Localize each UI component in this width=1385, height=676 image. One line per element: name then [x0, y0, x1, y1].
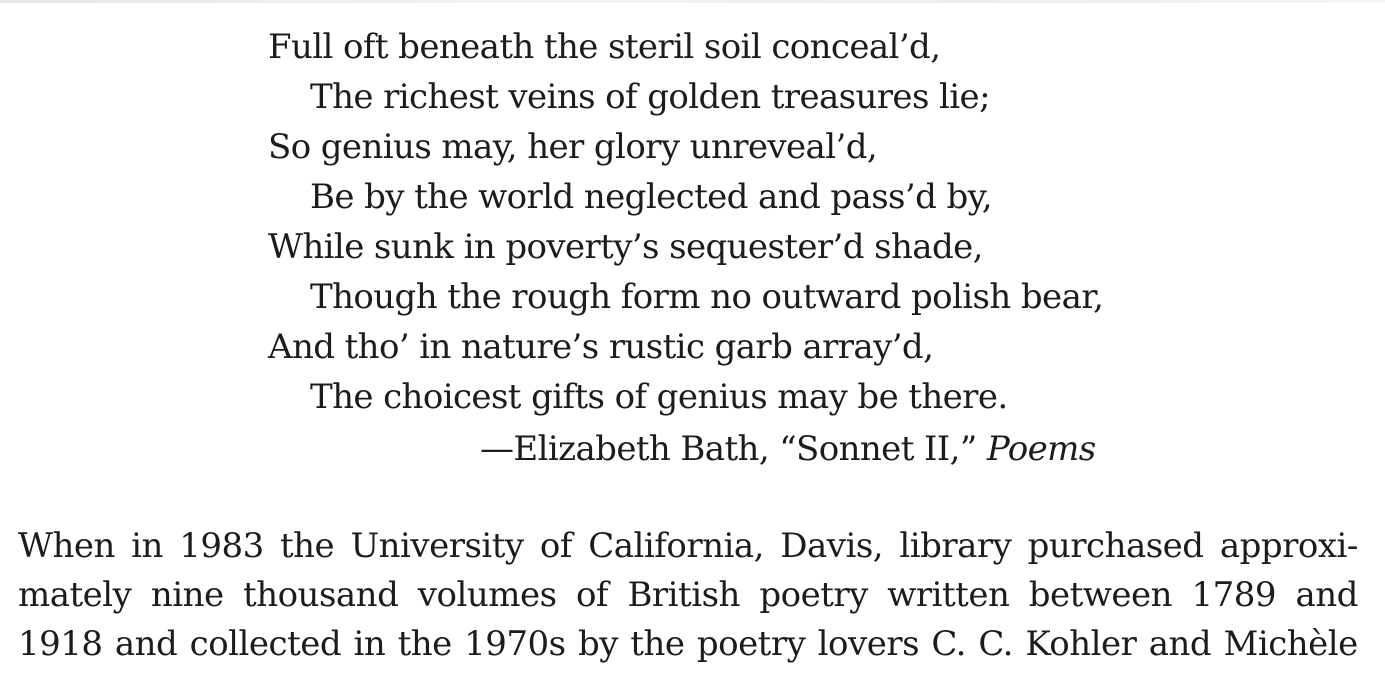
- body-word: lovers: [817, 624, 920, 664]
- body-word: thousand: [243, 575, 399, 615]
- body-word: Michèle: [1223, 624, 1358, 664]
- attribution-author-title: —Elizabeth Bath, “Sonnet II,”: [480, 429, 987, 469]
- body-word: Kohler: [1025, 624, 1137, 664]
- body-line-1: [18, 522, 1358, 571]
- body-word: between: [1028, 575, 1173, 615]
- body-word: the: [279, 526, 335, 566]
- poem-line-8: The choicest gifts of genius may be there.: [310, 377, 1008, 417]
- poem-line-1: Full oft beneath the steril soil conceal’d,: [268, 27, 941, 67]
- body-word: and: [114, 624, 178, 664]
- body-word: of: [539, 526, 572, 566]
- body-word: library: [899, 526, 1012, 566]
- body-word: of: [575, 575, 609, 615]
- body-word: 1970s: [464, 624, 566, 664]
- body-word: 1983: [179, 526, 264, 566]
- poem-line-3: So genius may, her glory unreveal’d,: [268, 127, 878, 167]
- body-word: California,: [588, 526, 764, 566]
- body-word: and: [1295, 575, 1358, 615]
- body-word: Davis,: [780, 526, 884, 566]
- body-line-3: [18, 620, 1358, 669]
- body-word: poetry: [696, 624, 806, 664]
- body-word: volumes: [417, 575, 557, 615]
- body-word: C.: [931, 624, 966, 664]
- body-word: When: [18, 526, 115, 566]
- body-word: by: [577, 624, 618, 664]
- body-word: and: [1148, 624, 1212, 664]
- epigraph-attribution: [480, 424, 1096, 474]
- poem-line-2: The richest veins of golden treasures lie;: [310, 77, 990, 117]
- poem-line-5: While sunk in poverty’s sequester’d shade,: [268, 227, 983, 267]
- body-word: approxi-: [1219, 526, 1358, 566]
- body-word: in: [131, 526, 163, 566]
- body-word: University: [350, 526, 524, 566]
- poem-line-6: Though the rough form no outward polish bear,: [310, 277, 1104, 317]
- epigraph-poem: [268, 22, 1168, 422]
- body-word: the: [397, 624, 452, 664]
- body-word: British: [627, 575, 740, 615]
- body-word: written: [887, 575, 1010, 615]
- body-word: nine: [150, 575, 224, 615]
- body-word: in: [353, 624, 386, 664]
- attribution-book-title: Poems: [986, 429, 1096, 469]
- body-word: 1918: [18, 624, 103, 664]
- page-top-edge: [0, 0, 1385, 3]
- poem-line-4: Be by the world neglected and pass’d by,: [310, 177, 992, 217]
- body-paragraph: [18, 522, 1358, 669]
- body-word: the: [630, 624, 685, 664]
- body-word: C.: [978, 624, 1013, 664]
- body-line-2: [18, 571, 1358, 620]
- body-word: poetry: [759, 575, 868, 615]
- body-word: 1789: [1191, 575, 1277, 615]
- body-word: collected: [189, 624, 342, 664]
- poem-line-7: And tho’ in nature’s rustic garb array’d,: [268, 327, 934, 367]
- body-word: purchased: [1027, 526, 1204, 566]
- body-word: mately: [18, 575, 132, 615]
